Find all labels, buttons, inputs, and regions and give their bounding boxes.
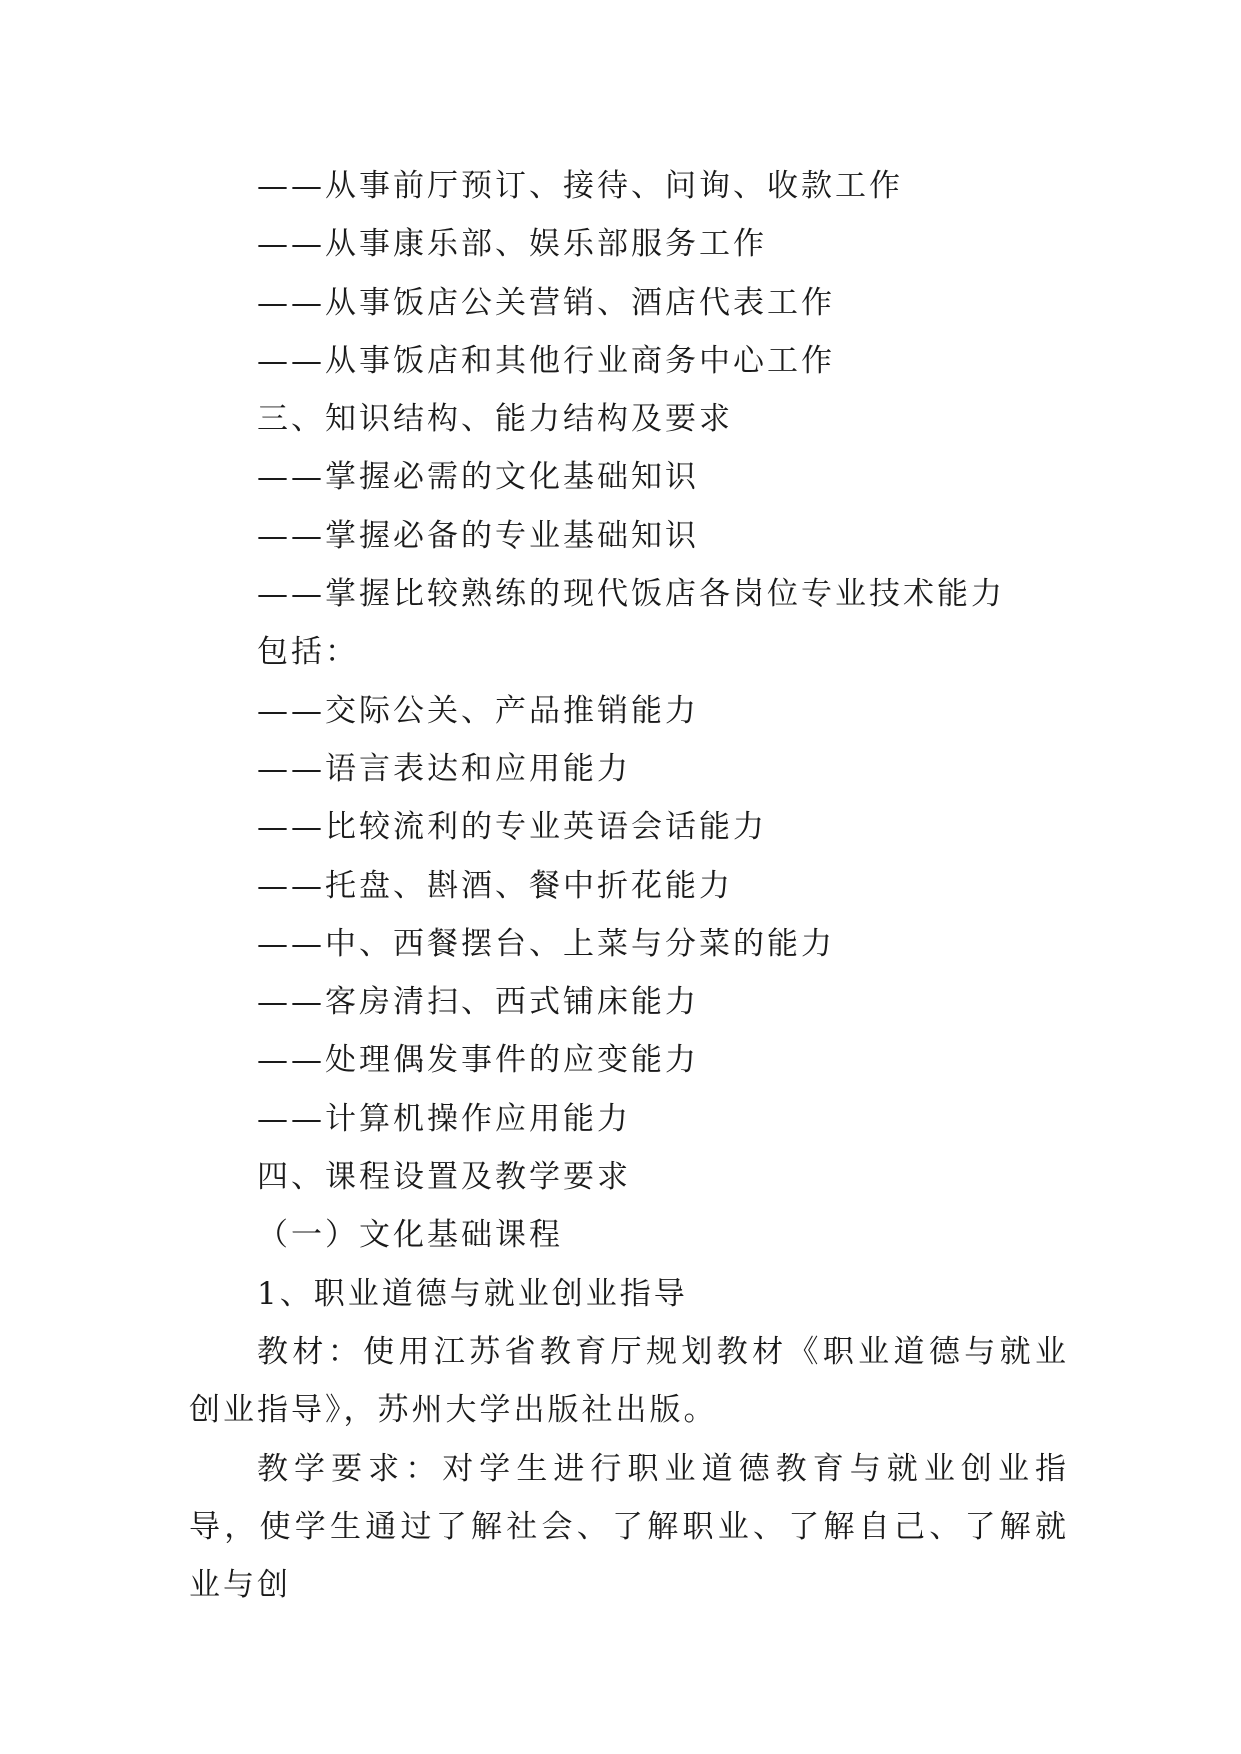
section-heading-knowledge-structure: 三、知识结构、能力结构及要求 <box>257 401 733 438</box>
section-heading-curriculum: 四、课程设置及教学要求 <box>257 1159 631 1196</box>
subsection-heading-cultural-courses: （一）文化基础课程 <box>257 1217 563 1254</box>
text-line-room-cleaning: ——客房清扫、西式铺床能力 <box>257 984 699 1021</box>
text-line-pr-marketing: ——从事饭店公关营销、酒店代表工作 <box>257 284 835 321</box>
text-line-table-setting: ——中、西餐摆台、上菜与分菜的能力 <box>257 925 835 962</box>
text-line-emergency-response: ——处理偶发事件的应变能力 <box>257 1042 699 1079</box>
text-line-front-desk: ——从事前厅预订、接待、问询、收款工作 <box>257 168 903 204</box>
course-heading-ethics-career: 1、职业道德与就业创业指导 <box>257 1275 688 1312</box>
text-line-technical-ability: ——掌握比较熟练的现代饭店各岗位专业技术能力 <box>257 576 1005 613</box>
text-line-business-center: ——从事饭店和其他行业商务中心工作 <box>257 342 835 379</box>
document-body <box>189 157 1069 1614</box>
text-line-language-expression: ——语言表达和应用能力 <box>257 750 631 787</box>
text-line-including: 包括： <box>257 634 359 671</box>
text-line-recreation: ——从事康乐部、娱乐部服务工作 <box>257 226 767 263</box>
text-line-english-conversation: ——比较流利的专业英语会话能力 <box>257 809 767 846</box>
text-line-cultural-knowledge: ——掌握必需的文化基础知识 <box>257 459 699 496</box>
text-line-professional-knowledge: ——掌握必备的专业基础知识 <box>257 517 699 554</box>
paragraph-textbook: 教材：使用江苏省教育厅规划教材《职业道德与就业创业指导》，苏州大学出版社出版。 <box>189 1333 1069 1429</box>
text-line-computer-operation: ——计算机操作应用能力 <box>257 1100 631 1137</box>
paragraph-teaching-requirements: 教学要求：对学生进行职业道德教育与就业创业指导，使学生通过了解社会、了解职业、了解自己、了解就业与创 <box>189 1450 1069 1604</box>
text-line-tray-pouring: ——托盘、斟酒、餐中折花能力 <box>257 867 733 904</box>
text-line-public-relations: ——交际公关、产品推销能力 <box>257 692 699 729</box>
